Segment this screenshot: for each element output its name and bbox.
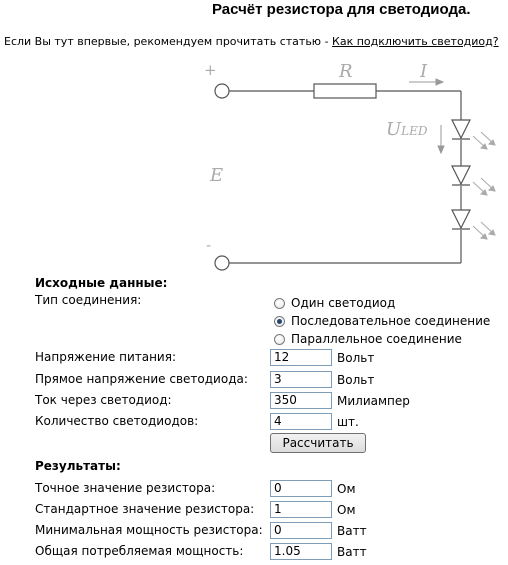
led-diode-2 [452, 166, 470, 185]
radio-single-led-label: Один светодиод [291, 296, 396, 310]
supply-voltage-unit: Вольт [337, 351, 375, 365]
supply-voltage-input[interactable]: 12 [270, 349, 332, 366]
standard-resistor-label: Стандартное значение резистора: [35, 502, 255, 516]
led-diode-3 [452, 210, 470, 229]
source-label: E [210, 165, 224, 186]
minus-label: - [206, 236, 212, 254]
current-unit: Милиампер [337, 394, 410, 408]
minus-terminal [215, 256, 229, 270]
radio-series-label: Последовательное соединение [291, 314, 491, 328]
svg-text:ULED [386, 119, 428, 140]
intro-text [4, 35, 499, 48]
radio-parallel-label: Параллельное соединение [291, 332, 462, 346]
led-count-input[interactable]: 4 [270, 413, 332, 430]
radio-single-led[interactable] [274, 296, 395, 310]
exact-resistor-unit: Ом [337, 482, 356, 496]
intro-sentence: Если Вы тут впервые, рекомендуем прочитать статью - [4, 35, 333, 48]
voltage-arrow-icon [438, 125, 444, 153]
total-power-label: Общая потребляемая мощность: [35, 544, 244, 558]
supply-voltage-label: Напряжение питания: [35, 350, 176, 364]
radio-parallel[interactable] [274, 332, 462, 346]
forward-voltage-input[interactable]: 3 [270, 371, 332, 388]
standard-resistor-unit: Ом [337, 503, 356, 517]
calculate-button[interactable]: Рассчитать [270, 433, 366, 453]
current-label: Ток через светодиод: [35, 393, 172, 407]
led-count-unit: шт. [337, 415, 359, 429]
plus-label: + [204, 61, 217, 79]
led-diode-1 [452, 120, 470, 139]
radio-series-button[interactable] [274, 316, 285, 327]
forward-voltage-label: Прямое напряжение светодиода: [35, 372, 248, 386]
min-power-unit: Ватт [337, 524, 367, 538]
article-link[interactable]: Как подключить светодиод? [332, 35, 499, 48]
total-power-unit: Ватт [337, 545, 367, 559]
min-power-label: Минимальная мощность резистора: [35, 523, 263, 537]
forward-voltage-unit: Вольт [337, 373, 375, 387]
min-power-field[interactable]: 0 [270, 522, 332, 539]
page-title: Расчёт резистора для светодиода. [212, 1, 471, 18]
led-count-label: Количество светодиодов: [35, 414, 199, 428]
connection-type-label: Тип соединения: [35, 293, 142, 307]
exact-resistor-field[interactable]: 0 [270, 480, 332, 497]
results-heading: Результаты: [35, 459, 121, 473]
standard-resistor-field[interactable]: 1 [270, 501, 332, 518]
total-power-field[interactable]: 1.05 [270, 543, 332, 560]
circuit-diagram [200, 58, 508, 273]
exact-resistor-label: Точное значение резистора: [35, 481, 216, 495]
resistor-label: R [339, 61, 353, 82]
uled-subscript: LED [401, 124, 428, 138]
light-ray-icons [473, 132, 495, 239]
resistor-symbol [314, 84, 376, 98]
inputs-heading: Исходные данные: [35, 276, 168, 290]
radio-series[interactable] [274, 314, 490, 328]
radio-single-led-button[interactable] [274, 298, 285, 309]
radio-parallel-button[interactable] [274, 334, 285, 345]
current-input[interactable]: 350 [270, 392, 332, 409]
uled-label: U [386, 119, 402, 140]
plus-terminal [215, 84, 229, 98]
current-label: I [420, 61, 428, 82]
